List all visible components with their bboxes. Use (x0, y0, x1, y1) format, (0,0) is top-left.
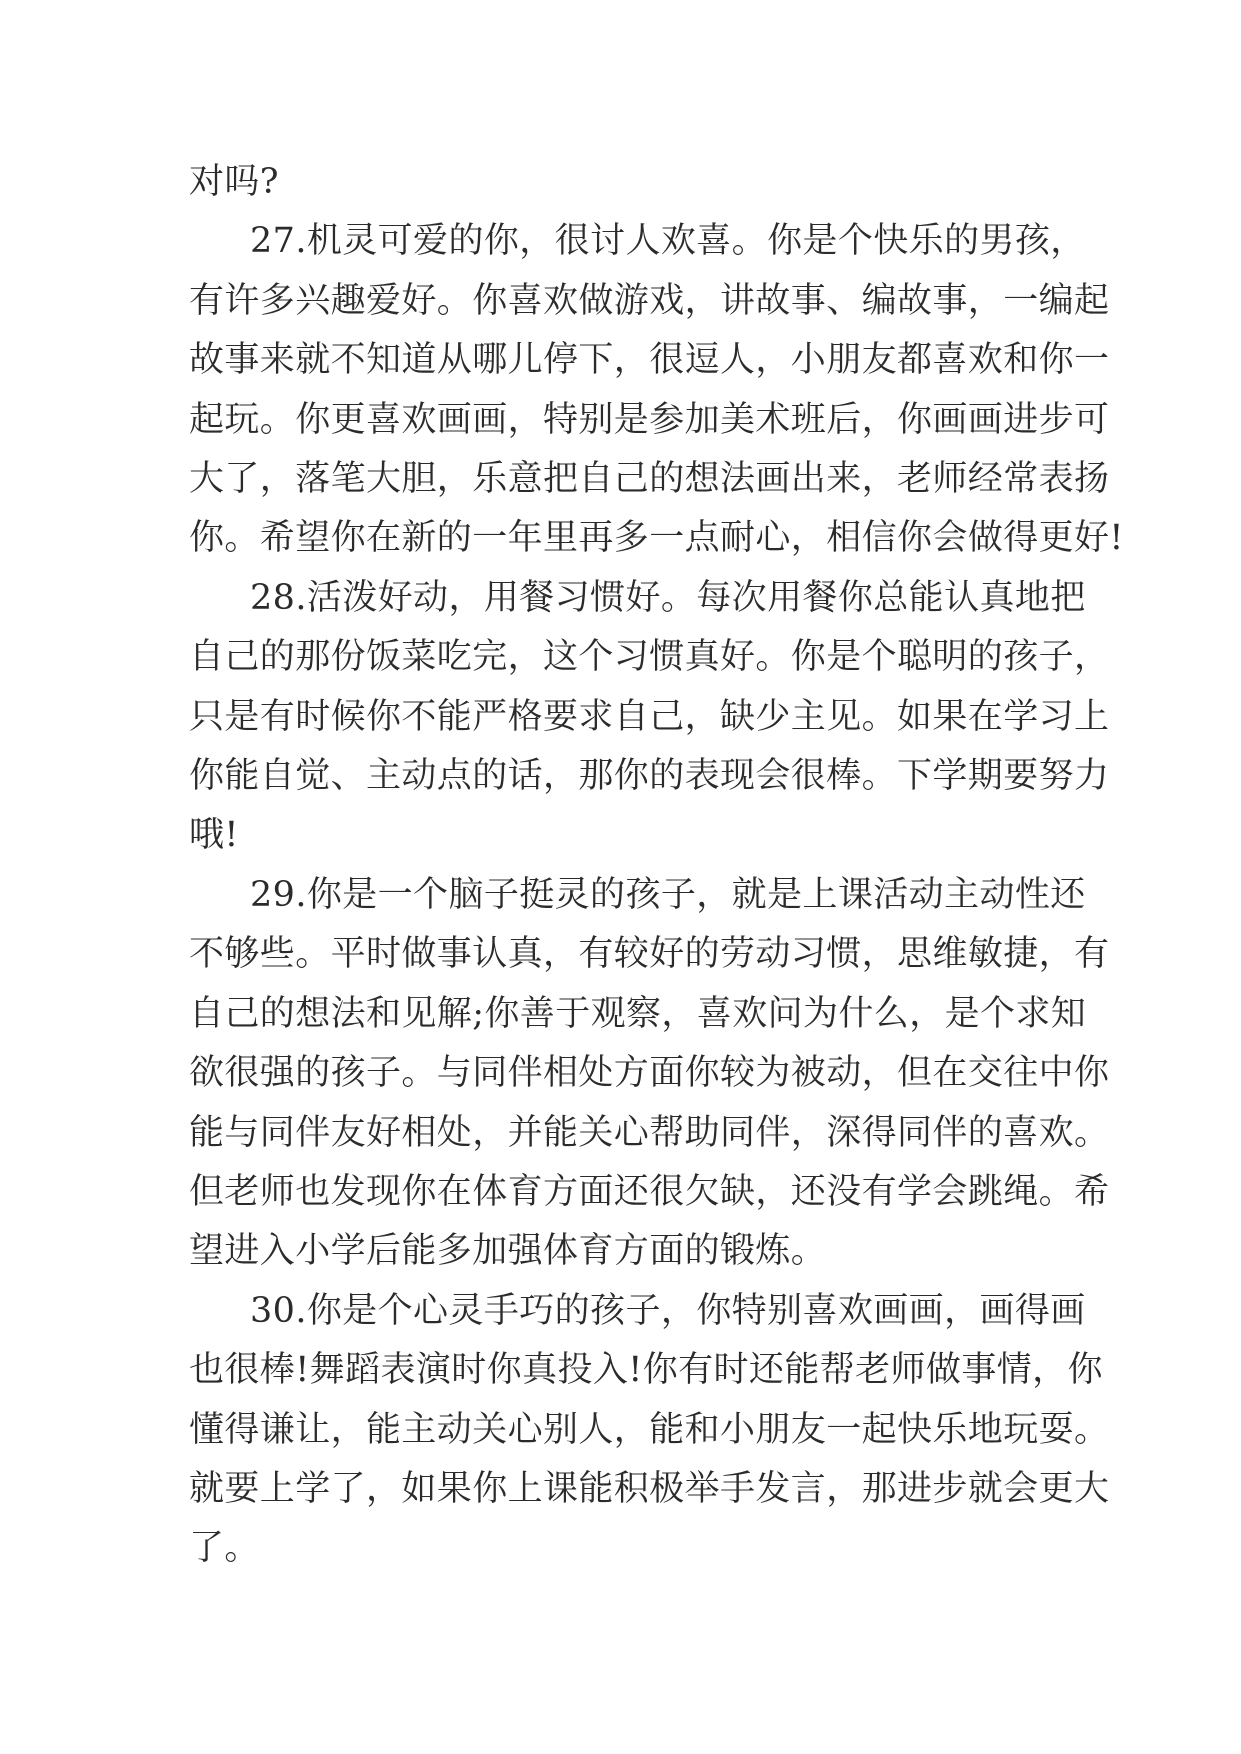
comment-29-line-6: 但老师也发现你在体育方面还很欠缺，还没有学会跳绳。希 (189, 1171, 1110, 1212)
comment-27-line-6: 你。希望你在新的一年里再多一点耐心，相信你会做得更好! (189, 518, 1124, 559)
comment-29-line-1: 29.你是一个脑子挺灵的孩子，就是上课活动主动性还 (250, 874, 1086, 915)
comment-30-line-1: 30.你是个心灵手巧的孩子，你特别喜欢画画，画得画 (250, 1290, 1086, 1331)
comment-30-line-4: 就要上学了，如果你上课能积极举手发言，那进步就会更大 (189, 1468, 1110, 1509)
comment-30-line-5: 了。 (189, 1528, 260, 1569)
intro-fragment-paragraph (189, 153, 1069, 212)
comment-28-line-2: 自己的那份饭菜吃完，这个习惯真好。你是个聪明的孩子， (189, 637, 1110, 678)
comment-29-line-2: 不够些。平时做事认真，有较好的劳动习惯，思维敏捷，有 (189, 934, 1110, 975)
comment-29-line-5: 能与同伴友好相处，并能关心帮助同伴，深得同伴的喜欢。 (189, 1112, 1110, 1153)
comment-28-paragraph (189, 569, 1110, 866)
comment-29-line-3: 自己的想法和见解;你善于观察，喜欢问为什么，是个求知 (189, 993, 1087, 1034)
comment-27-line-1: 27.机灵可爱的你，很讨人欢喜。你是个快乐的男孩， (250, 221, 1086, 262)
comment-29-line-4: 欲很强的孩子。与同伴相处方面你较为被动，但在交往中你 (189, 1053, 1110, 1094)
comment-30-paragraph (189, 1282, 1110, 1579)
comment-28-line-5: 哦! (189, 815, 239, 856)
comment-28-line-3: 只是有时候你不能严格要求自己，缺少主见。如果在学习上 (189, 696, 1110, 737)
comment-27-paragraph (189, 212, 1124, 568)
document-body (189, 153, 1124, 1579)
comment-28-line-1: 28.活泼好动，用餐习惯好。每次用餐你总能认真地把 (250, 577, 1086, 618)
comment-28-line-4: 你能自觉、主动点的话，那你的表现会很棒。下学期要努力 (189, 756, 1110, 797)
comment-27-line-3: 故事来就不知道从哪儿停下，很逗人，小朋友都喜欢和你一 (189, 340, 1110, 381)
comment-27-line-5: 大了，落笔大胆，乐意把自己的想法画出来，老师经常表扬 (189, 459, 1110, 500)
comment-29-line-7: 望进入小学后能多加强体育方面的锻炼。 (189, 1231, 827, 1272)
intro-fragment-line: 对吗? (189, 162, 279, 202)
comment-30-line-2: 也很棒!舞蹈表演时你真投入!你有时还能帮老师做事情，你 (189, 1350, 1103, 1391)
comment-30-line-3: 懂得谦让，能主动关心别人，能和小朋友一起快乐地玩耍。 (189, 1409, 1110, 1450)
comment-27-line-2: 有许多兴趣爱好。你喜欢做游戏，讲故事、编故事，一编起 (189, 280, 1110, 321)
comment-29-paragraph (189, 866, 1110, 1282)
comment-27-line-4: 起玩。你更喜欢画画，特别是参加美术班后，你画画进步可 (189, 399, 1110, 440)
